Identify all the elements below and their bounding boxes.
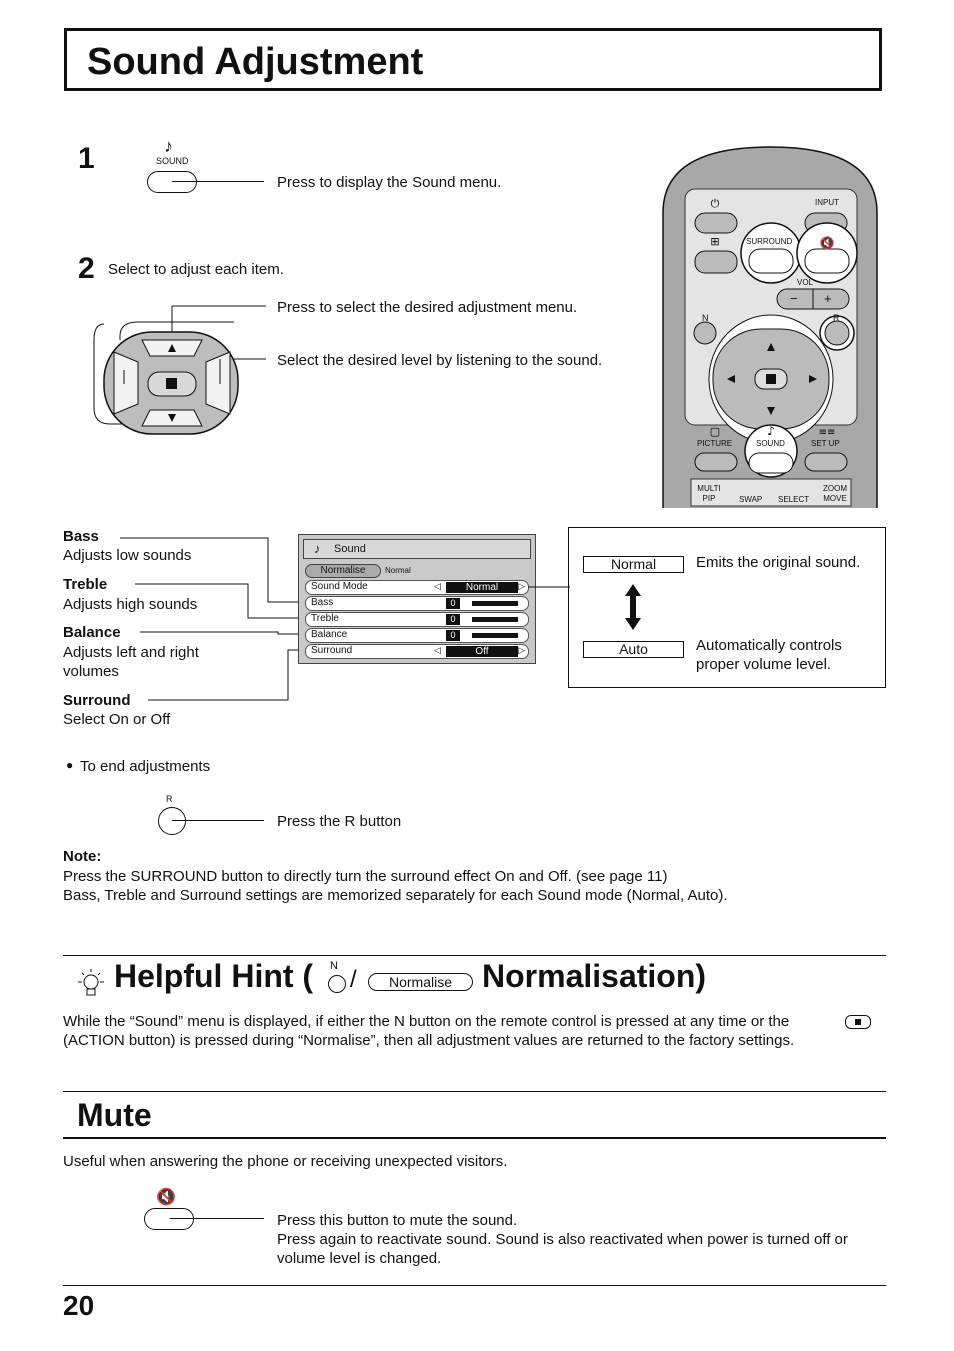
item-treble-desc: Adjusts high sounds [63,596,198,613]
divider [63,1137,886,1139]
step-2-intro: Select to adjust each item. [108,261,284,278]
step-1-desc: Press to display the Sound menu. [277,174,502,191]
action-button-icon [845,1015,871,1029]
remote-sound-label: SOUND [756,439,785,448]
item-leader-lines [110,530,310,705]
mute-title: Mute [77,1097,152,1133]
hint-body-b: (ACTION button) is pressed during “Normalise”, then all adjustment values are returned to the factory settings. [63,1032,795,1049]
item-balance-name: Balance [63,624,121,641]
item-treble-name: Treble [63,576,108,593]
divider [63,955,886,956]
power-icon: ⏻ [710,197,720,210]
menu-row-label: Sound Mode [311,581,368,592]
remote-n-label: N [702,313,709,323]
setup-icon: ≡≡ [818,427,836,438]
item-balance-desc: Adjusts left and right volumes [63,644,199,680]
mode-leader-line [528,583,572,593]
remote-swap-label[interactable]: SWAP [739,495,763,504]
menu-row-value: Normal [446,582,518,593]
picture-icon: ▢ [709,425,721,438]
menu-row-balance[interactable] [305,628,529,643]
remote-setup-label: SET UP [811,439,840,448]
hint-normalise-button[interactable]: Normalise [368,973,473,991]
item-bass-desc: Adjusts low sounds [63,547,192,564]
sound-menu-header [303,539,531,559]
hint-body-a: While the “Sound” menu is displayed, if either the N button on the remote control is pressed at any time or the [63,1013,790,1030]
mode-normal-desc: Emits the original sound. [696,554,861,571]
r-button-label: R [166,794,173,804]
mode-normal-label: Normal [583,556,684,573]
divider [63,1285,886,1286]
menu-row-label: Bass [311,597,334,608]
step-2-left-right-desc: Select the desired level by listening to the sound. [277,352,603,369]
sound-button[interactable] [147,171,197,193]
note-title: Note: [63,848,102,865]
mute-icon: 🔇 [156,1187,176,1206]
mode-auto-desc: Automatically controls proper volume level. [696,637,842,673]
menu-row-label: Balance [311,629,348,640]
mute-intro: Useful when answering the phone or receiving unexpected visitors. [63,1153,508,1170]
direction-pad-diagram [90,300,280,440]
leader-line [170,1218,264,1219]
remote-surround-label: SURROUND [746,237,793,246]
item-bass-name: Bass [63,528,99,545]
level-bar[interactable] [472,617,518,622]
menu-row-value: Off [446,646,518,657]
end-adjustments-text: To end adjustments [80,758,211,775]
double-arrow-icon [623,582,643,632]
light-bulb-icon [76,966,106,1002]
remote-control [655,143,885,508]
sound-mode-box [568,527,886,688]
menu-row-label: Treble [311,613,339,624]
normalise-state: Normal [385,566,411,575]
arrow-left-icon: ◁ [434,581,441,591]
hint-title-suffix: Normalisation) [482,958,707,994]
item-surround-desc: Select On or Off [63,711,171,728]
hint-n-label: N [330,960,338,972]
arrow-right-icon: ▷ [518,581,525,591]
level-bar[interactable] [472,633,518,638]
mute-desc-2: Press again to reactivate sound. Sound is also reactivated when power is turned off or volume level is changed. [277,1231,848,1267]
sound-button-label: SOUND [156,156,189,166]
remote-vol-plus[interactable]: + [824,291,832,306]
normalise-button[interactable]: Normalise [305,564,381,578]
mute-desc-1: Press this button to mute the sound. [277,1212,518,1229]
leader-line [172,181,264,182]
page-title: Sound Adjustment [87,41,424,83]
menu-row-treble[interactable] [305,612,529,627]
n-button[interactable] [328,975,346,993]
remote-picture-label: PICTURE [697,439,733,448]
end-desc: Press the R button [277,813,402,830]
page-number: 20 [63,1290,95,1321]
step-1-number: 1 [78,142,95,175]
r-button[interactable] [158,807,186,835]
menu-row-surround[interactable] [305,644,529,659]
remote-multi-pip-label[interactable]: MULTI PIP [697,484,721,503]
arrow-left-icon: ◁ [434,645,441,655]
music-note-icon: ♪ [164,136,173,156]
mute-icon-small: 🔇 [819,236,835,250]
menu-row-value: 0 [446,614,460,625]
menu-row-value: 0 [446,598,460,609]
mute-button[interactable] [144,1208,194,1230]
hint-title-prefix: Helpful Hint ( [114,958,314,994]
music-note-icon: ♪ [314,541,321,556]
remote-r-label: R [833,313,840,323]
remote-zoom-move-label[interactable]: ZOOM MOVE [823,484,847,503]
leader-line [172,820,264,821]
hint-slash: / [350,966,357,993]
arrow-right-icon: ▷ [518,645,525,655]
menu-row-sound-mode[interactable] [305,580,529,595]
remote-vol-label: VOL [797,278,814,287]
step-2-up-down-desc: Press to select the desired adjustment menu. [277,299,578,316]
level-bar[interactable] [472,601,518,606]
remote-vol-minus[interactable]: − [790,291,798,306]
sound-menu [298,534,536,664]
aspect-icon: ⊞ [710,235,720,248]
menu-row-bass[interactable] [305,596,529,611]
mode-auto-label: Auto [583,641,684,658]
remote-input-label: INPUT [815,198,839,207]
menu-row-label: Surround [311,645,353,656]
step-2-number: 2 [78,252,95,285]
item-surround-name: Surround [63,692,131,709]
note-line-2: Bass, Treble and Surround settings are memorized separately for each Sound mode (Normal, Auto). [63,887,728,904]
page-title-box [64,28,882,91]
divider [63,1091,886,1092]
note-line-1: Press the SURROUND button to directly turn the surround effect On and Off. (see page 11) [63,868,668,885]
remote-select-label[interactable]: SELECT [778,495,810,504]
sound-menu-title: Sound [334,543,366,555]
bullet-icon: ● [66,758,74,772]
music-note-icon: ♪ [767,424,775,438]
menu-row-value: 0 [446,630,460,641]
